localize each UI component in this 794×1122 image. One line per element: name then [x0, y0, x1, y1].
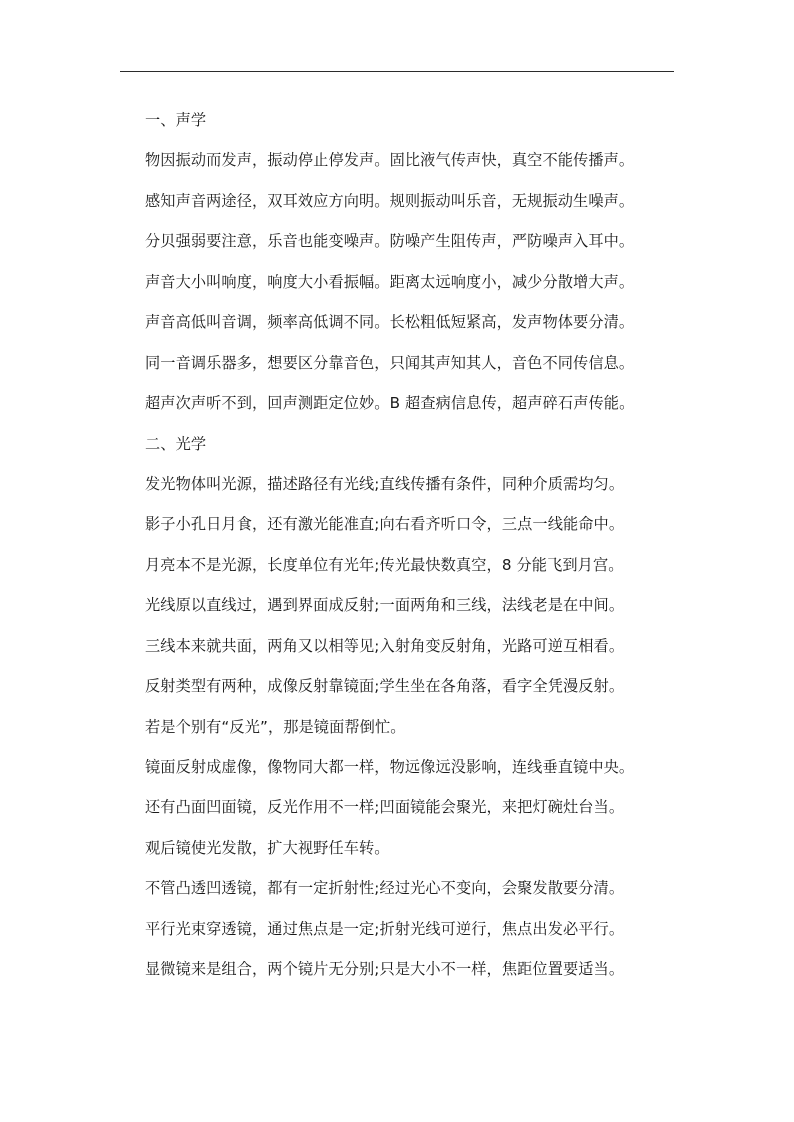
document-body [145, 100, 705, 990]
verse-line: 若是个别有“反光”，那是镜面帮倒忙。 [145, 717, 406, 736]
verse-line: 镜面反射成虚像，像物同大都一样，物远像远没影响，连线垂直镜中央。 [145, 758, 635, 776]
verse-line: 不管凸透凹透镜，都有一定折射性;经过光心不变向，会聚发散要分清。 [145, 879, 625, 898]
verse-line: 声音高低叫音调，频率高低调不同。长松粗低短紧高，发声物体要分清。 [145, 313, 635, 332]
verse-line: 影子小孔日月食，还有激光能准直;向右看齐听口令，三点一线能命中。 [145, 515, 625, 534]
verse-line: 同一音调乐器多，想要区分靠音色，只闻其声知其人，音色不同传信息。 [145, 353, 635, 372]
header-rule [120, 71, 674, 72]
verse-line: 还有凸面凹面镜，反光作用不一样;凹面镜能会聚光，来把灯碗灶台当。 [145, 798, 625, 817]
verse-line: 反射类型有两种，成像反射靠镜面;学生坐在各角落，看字全凭漫反射。 [145, 677, 625, 696]
verse-line: 分贝强弱要注意，乐音也能变噪声。防噪产生阻传声，严防噪声入耳中。 [145, 232, 635, 251]
verse-line: 观后镜使光发散，扩大视野任车转。 [145, 838, 390, 857]
verse-line: 月亮本不是光源，长度单位有光年;传光最快数真空，8 分能飞到月宫。 [145, 555, 624, 574]
verse-line: 物因振动而发声，振动停止停发声。固比液气传声快，真空不能传播声。 [145, 151, 635, 170]
verse-line: 光线原以直线过，遇到界面成反射;一面两角和三线，法线老是在中间。 [145, 596, 625, 615]
section-heading-acoustics: 一、声学 [145, 111, 207, 129]
verse-line: 平行光束穿透镜，通过焦点是一定;折射光线可逆行，焦点出发必平行。 [145, 919, 625, 938]
verse-line: 声音大小叫响度，响度大小看振幅。距离太远响度小，减少分散增大声。 [145, 272, 635, 291]
section-heading-optics: 二、光学 [145, 434, 207, 453]
verse-line: 显微镜来是组合，两个镜片无分别;只是大小不一样，焦距位置要适当。 [145, 960, 625, 979]
verse-line: 发光物体叫光源，描述路径有光线;直线传播有条件，同种介质需均匀。 [145, 474, 625, 493]
verse-line: 超声次声听不到，回声测距定位妙。B 超查病信息传，超声碎石声传能。 [145, 394, 635, 413]
verse-line: 感知声音两途径，双耳效应方向明。规则振动叫乐音，无规振动生噪声。 [145, 191, 635, 210]
verse-line: 三线本来就共面，两角又以相等见;入射角变反射角，光路可逆互相看。 [145, 636, 625, 655]
